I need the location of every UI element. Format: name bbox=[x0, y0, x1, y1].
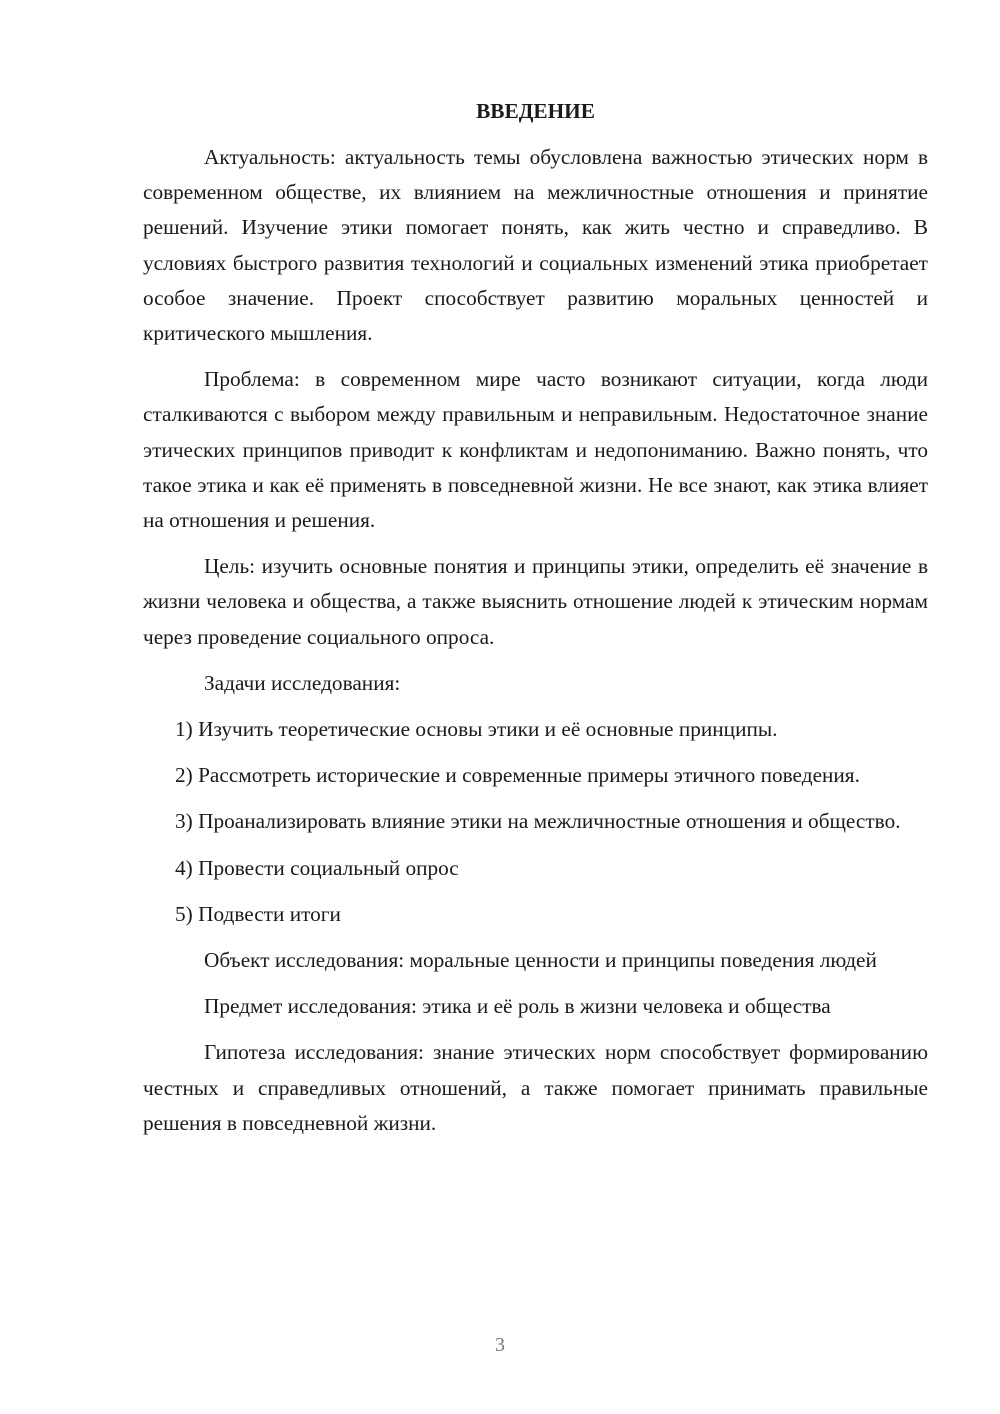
paragraph-relevance: Актуальность: актуальность темы обусловлена важностью этических норм в современном обществе, их влиянием на межличностные отношения и принятие решений. Изучение этики помогает понять, как жить честно и справедливо. В условиях быстрого развития технологий и социальных изменений этика приобретает особое значение. Проект способствует развитию моральных ценностей и критического мышления. bbox=[143, 145, 928, 346]
paragraph-problem: Проблема: в современном мире часто возникают ситуации, когда люди сталкиваются с выбором между правильным и неправильным. Недостаточное знание этических принципов приводит к конфликтам и недопониманию. Важно понять, что такое этика и как её применять в повседневной жизни. Не все знают, как этика влияет на отношения и решения. bbox=[143, 367, 928, 533]
task-item-4: 4) Провести социальный опрос bbox=[175, 855, 459, 880]
paragraph-goal: Цель: изучить основные понятия и принципы этики, определить её значение в жизни человека и общества, а также выяснить отношение людей к этическим нормам через проведение социального опроса. bbox=[143, 554, 928, 649]
page-number: 3 bbox=[495, 1334, 505, 1356]
paragraph-hypothesis: Гипотеза исследования: знание этических норм способствует формированию честных и справедливых отношений, а также помогает принимать правильные решения в повседневной жизни. bbox=[143, 1040, 928, 1135]
paragraph-object: Объект исследования: моральные ценности и принципы поведения людей bbox=[204, 948, 877, 973]
document-page bbox=[143, 92, 928, 1152]
task-item-2: 2) Рассмотреть исторические и современные примеры этичного поведения. bbox=[175, 763, 860, 788]
task-item-5: 5) Подвести итоги bbox=[175, 901, 341, 926]
page-title: ВВЕДЕНИЕ bbox=[476, 99, 595, 123]
task-item-1: 1) Изучить теоретические основы этики и её основные принципы. bbox=[175, 717, 778, 742]
paragraph-subject: Предмет исследования: этика и её роль в жизни человека и общества bbox=[204, 994, 831, 1019]
task-item-3: 3) Проанализировать влияние этики на межличностные отношения и общество. bbox=[175, 809, 901, 834]
tasks-heading: Задачи исследования: bbox=[204, 670, 401, 695]
